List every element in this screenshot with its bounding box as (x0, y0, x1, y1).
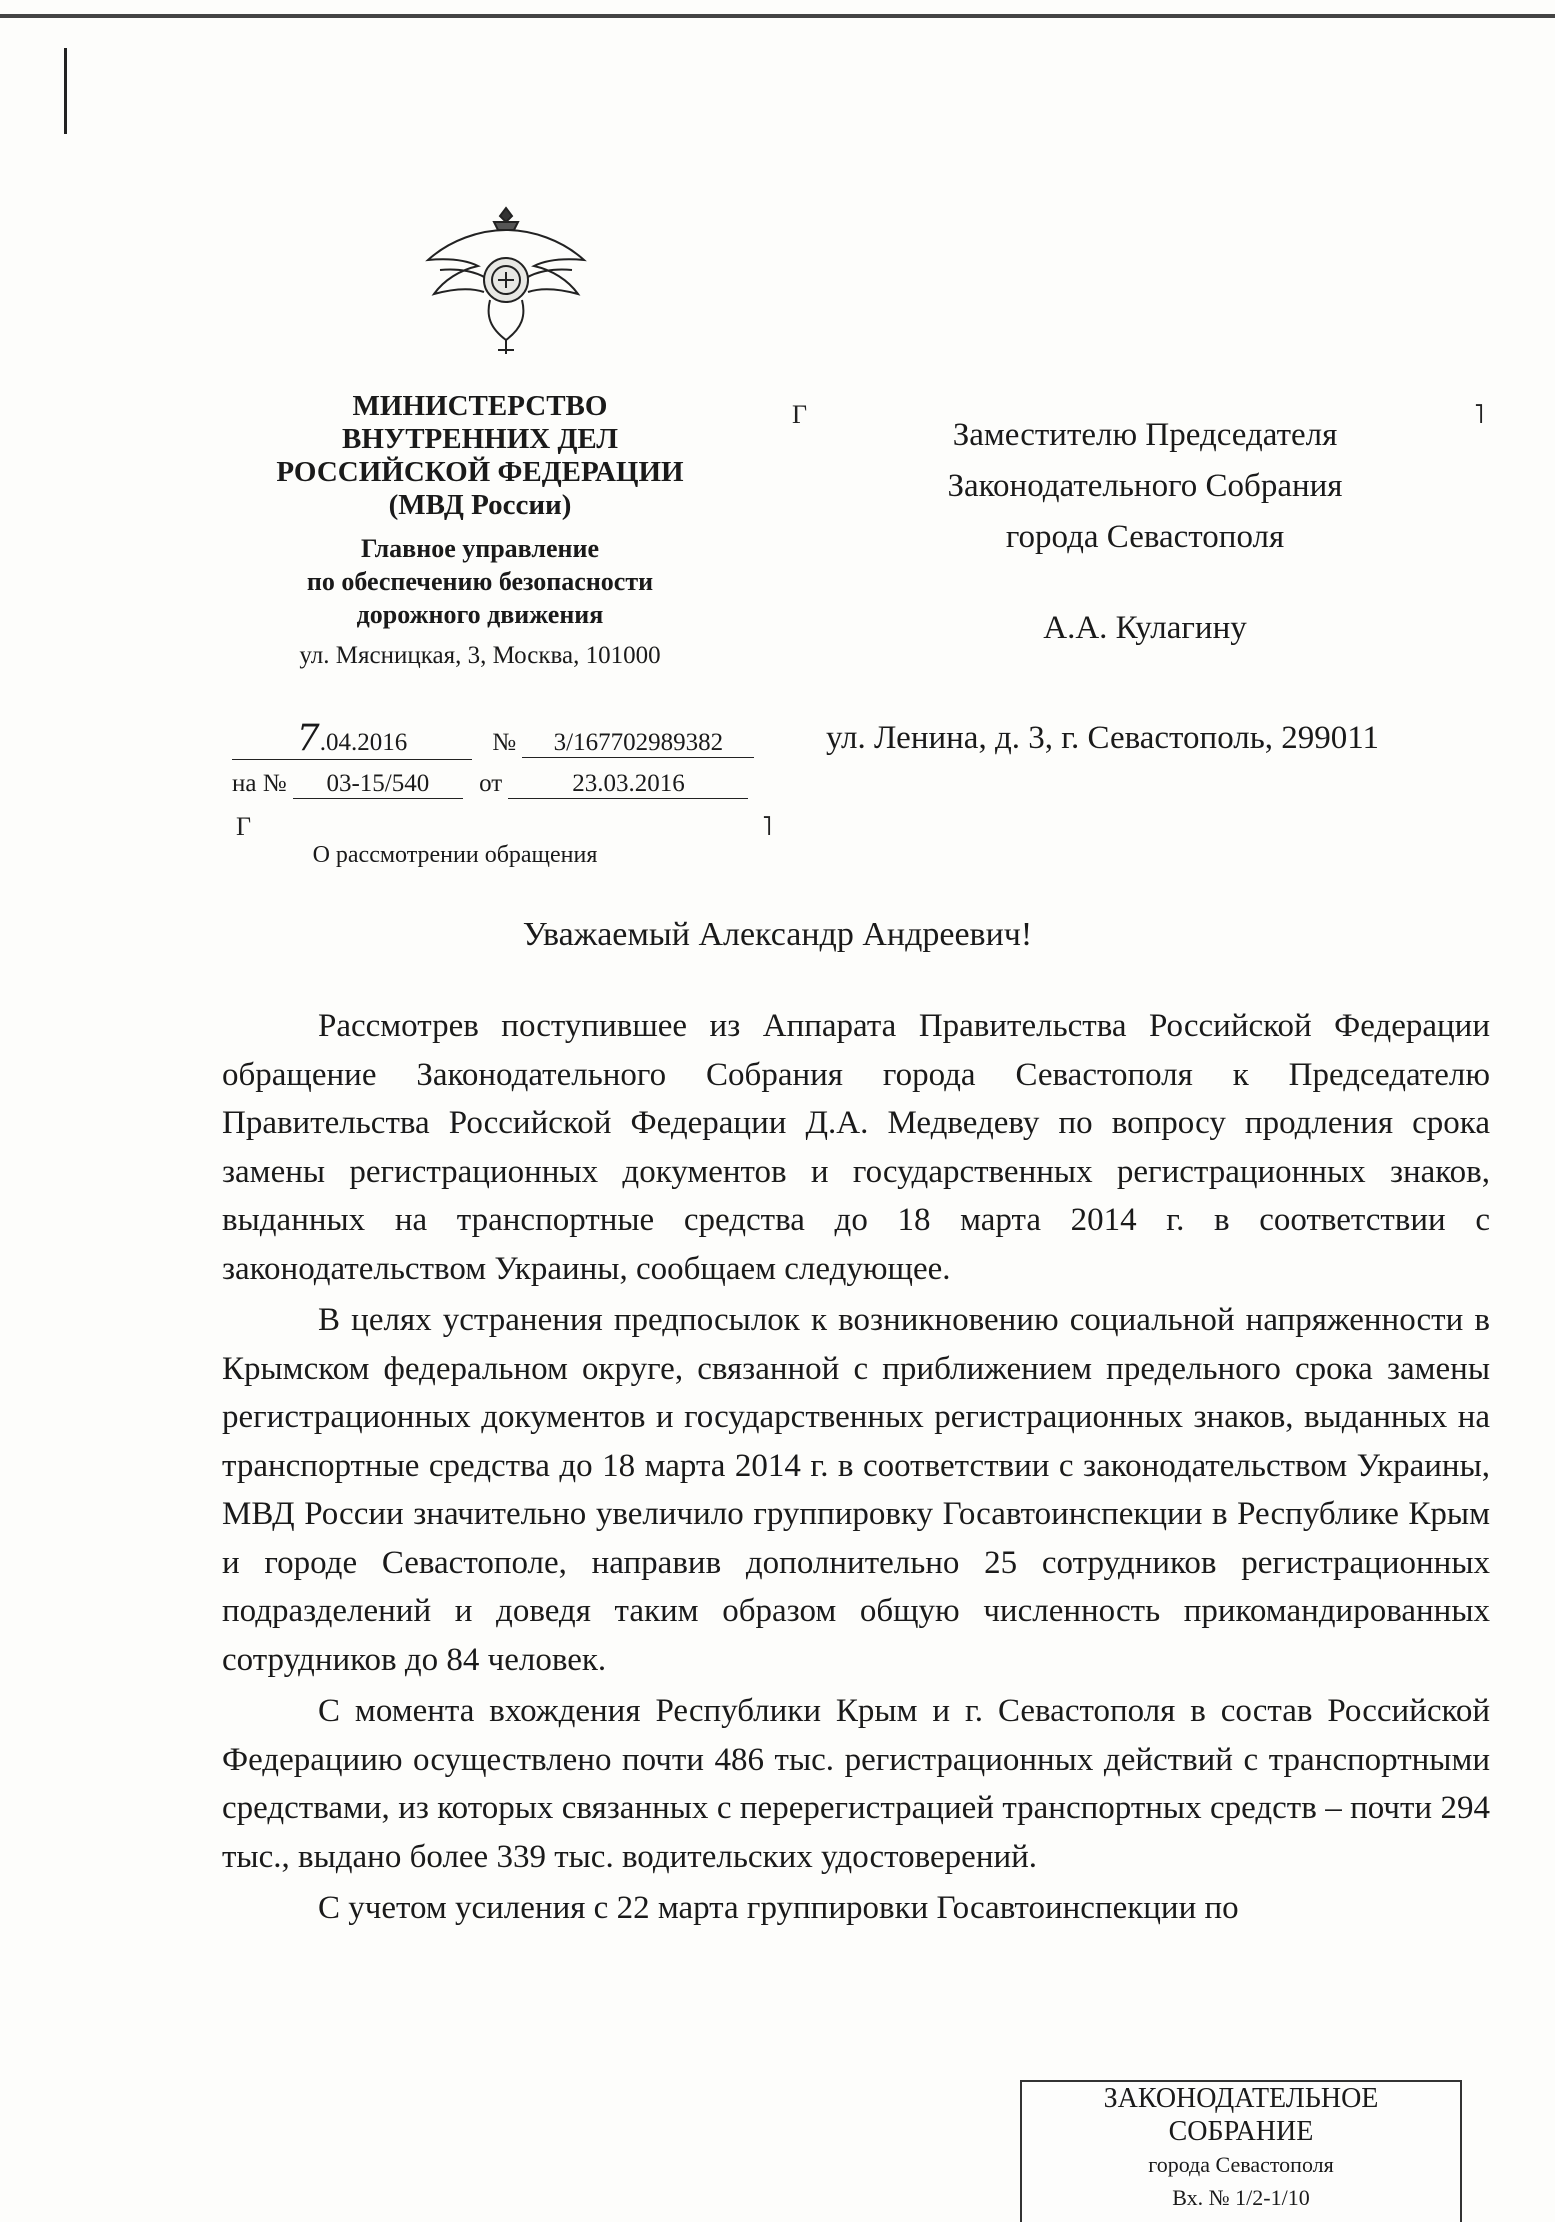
registration-line (232, 718, 754, 760)
division-line: Главное управление (360, 534, 600, 563)
reference-date-label: от (479, 770, 503, 797)
ministry-line: МИНИСТЕРСТВО (352, 390, 608, 422)
body-paragraph: Рассмотрев поступившее из Аппарата Правительства Российской Федерации обращение Законодательного Собрания города Севастополя к Председателю Правительства Российской Федерации Д.А. Медведеву по вопросу продления срока замены регистрационных документов и государственных регистрационных знаков, выданных на транспортные средства до 18 марта 2014 г. в соответствии с законодательством Украины, сообщаем следующее. (222, 1008, 1490, 1287)
incoming-stamp (1020, 2080, 1462, 2222)
division-name (230, 532, 730, 631)
corner-mark: Г (792, 400, 808, 429)
mvd-emblem-icon (420, 200, 592, 360)
handwritten-day: 7 (296, 718, 320, 759)
margin-mark (64, 48, 67, 134)
stamp-entry: Вх. № 1/2-1/10 (1172, 2185, 1310, 2210)
salutation: Уважаемый Александр Андреевич! (522, 916, 1033, 953)
addressee (855, 410, 1435, 563)
addressee-address: ул. Ленина, д. 3, г. Севастополь, 299011 (826, 720, 1380, 756)
reference-line (232, 770, 748, 799)
addressee-line: Законодательного Собрания (947, 468, 1343, 504)
ministry-line: ВНУТРЕННИХ ДЕЛ (342, 423, 618, 455)
reference-label: на № (232, 770, 287, 797)
number-label: № (492, 729, 517, 756)
ministry-line: РОССИЙСКОЙ ФЕДЕРАЦИИ (276, 456, 684, 488)
stamp-line: СОБРАНИЕ (1168, 2116, 1314, 2147)
stamp-line: города Севастополя (1148, 2152, 1334, 2177)
letter-body (222, 1002, 1490, 1936)
page-top-edge (0, 14, 1555, 18)
letter-subject: О рассмотрении обращения (312, 842, 598, 868)
body-paragraph: С момента вхождения Республики Крым и г. Севастополя в состав Российской Федерациию осуществлено почти 486 тыс. регистрационных действий с транспортными средствами, из которых связанных с перерегистрацией транспортных средств – почти 294 тыс., выдано более 339 тыс. водительских удостоверений. (222, 1693, 1490, 1875)
stamp-line: ЗАКОНОДАТЕЛЬНОЕ (1103, 2083, 1379, 2114)
reference-number: 03-15/540 (293, 770, 463, 799)
corner-mark: ˥ (1474, 400, 1484, 429)
body-paragraph: С учетом усиления с 22 марта группировки Госавтоинспекции по (318, 1890, 1239, 1926)
addressee-line: Заместителю Председателя (952, 417, 1338, 453)
addressee-line: города Севастополя (1005, 519, 1285, 555)
reference-date: 23.03.2016 (508, 770, 748, 799)
corner-mark: Г (236, 812, 252, 841)
outgoing-number: 3/167702989382 (522, 729, 754, 758)
body-paragraph: В целях устранения предпосылок к возникновению социальной напряженности в Крымском федеральном округе, связанной с приближением предельного срока замены регистрационных документов и государственных регистрационных знаков, выданных на транспортные средства до 18 марта 2014 г. в соответствии с законодательством Украины, МВД России значительно увеличило группировку Госавтоинспекции в Республике Крым и городе Севастополе, направив дополнительно 25 сотрудников регистрационных подразделений и доведя таким образом общую численность прикомандированных сотрудников до 84 человек. (222, 1302, 1490, 1678)
division-line: по обеспечению безопасности (306, 567, 654, 596)
ministry-address: ул. Мясницкая, 3, Москва, 101000 (299, 642, 661, 669)
division-line: дорожного движения (356, 600, 604, 629)
ministry-line: (МВД России) (388, 489, 572, 521)
addressee-name: А.А. Кулагину (1043, 610, 1247, 646)
corner-mark: ˥ (762, 812, 772, 841)
ministry-name (230, 390, 730, 522)
outgoing-date: 7.04.2016 (232, 718, 472, 760)
